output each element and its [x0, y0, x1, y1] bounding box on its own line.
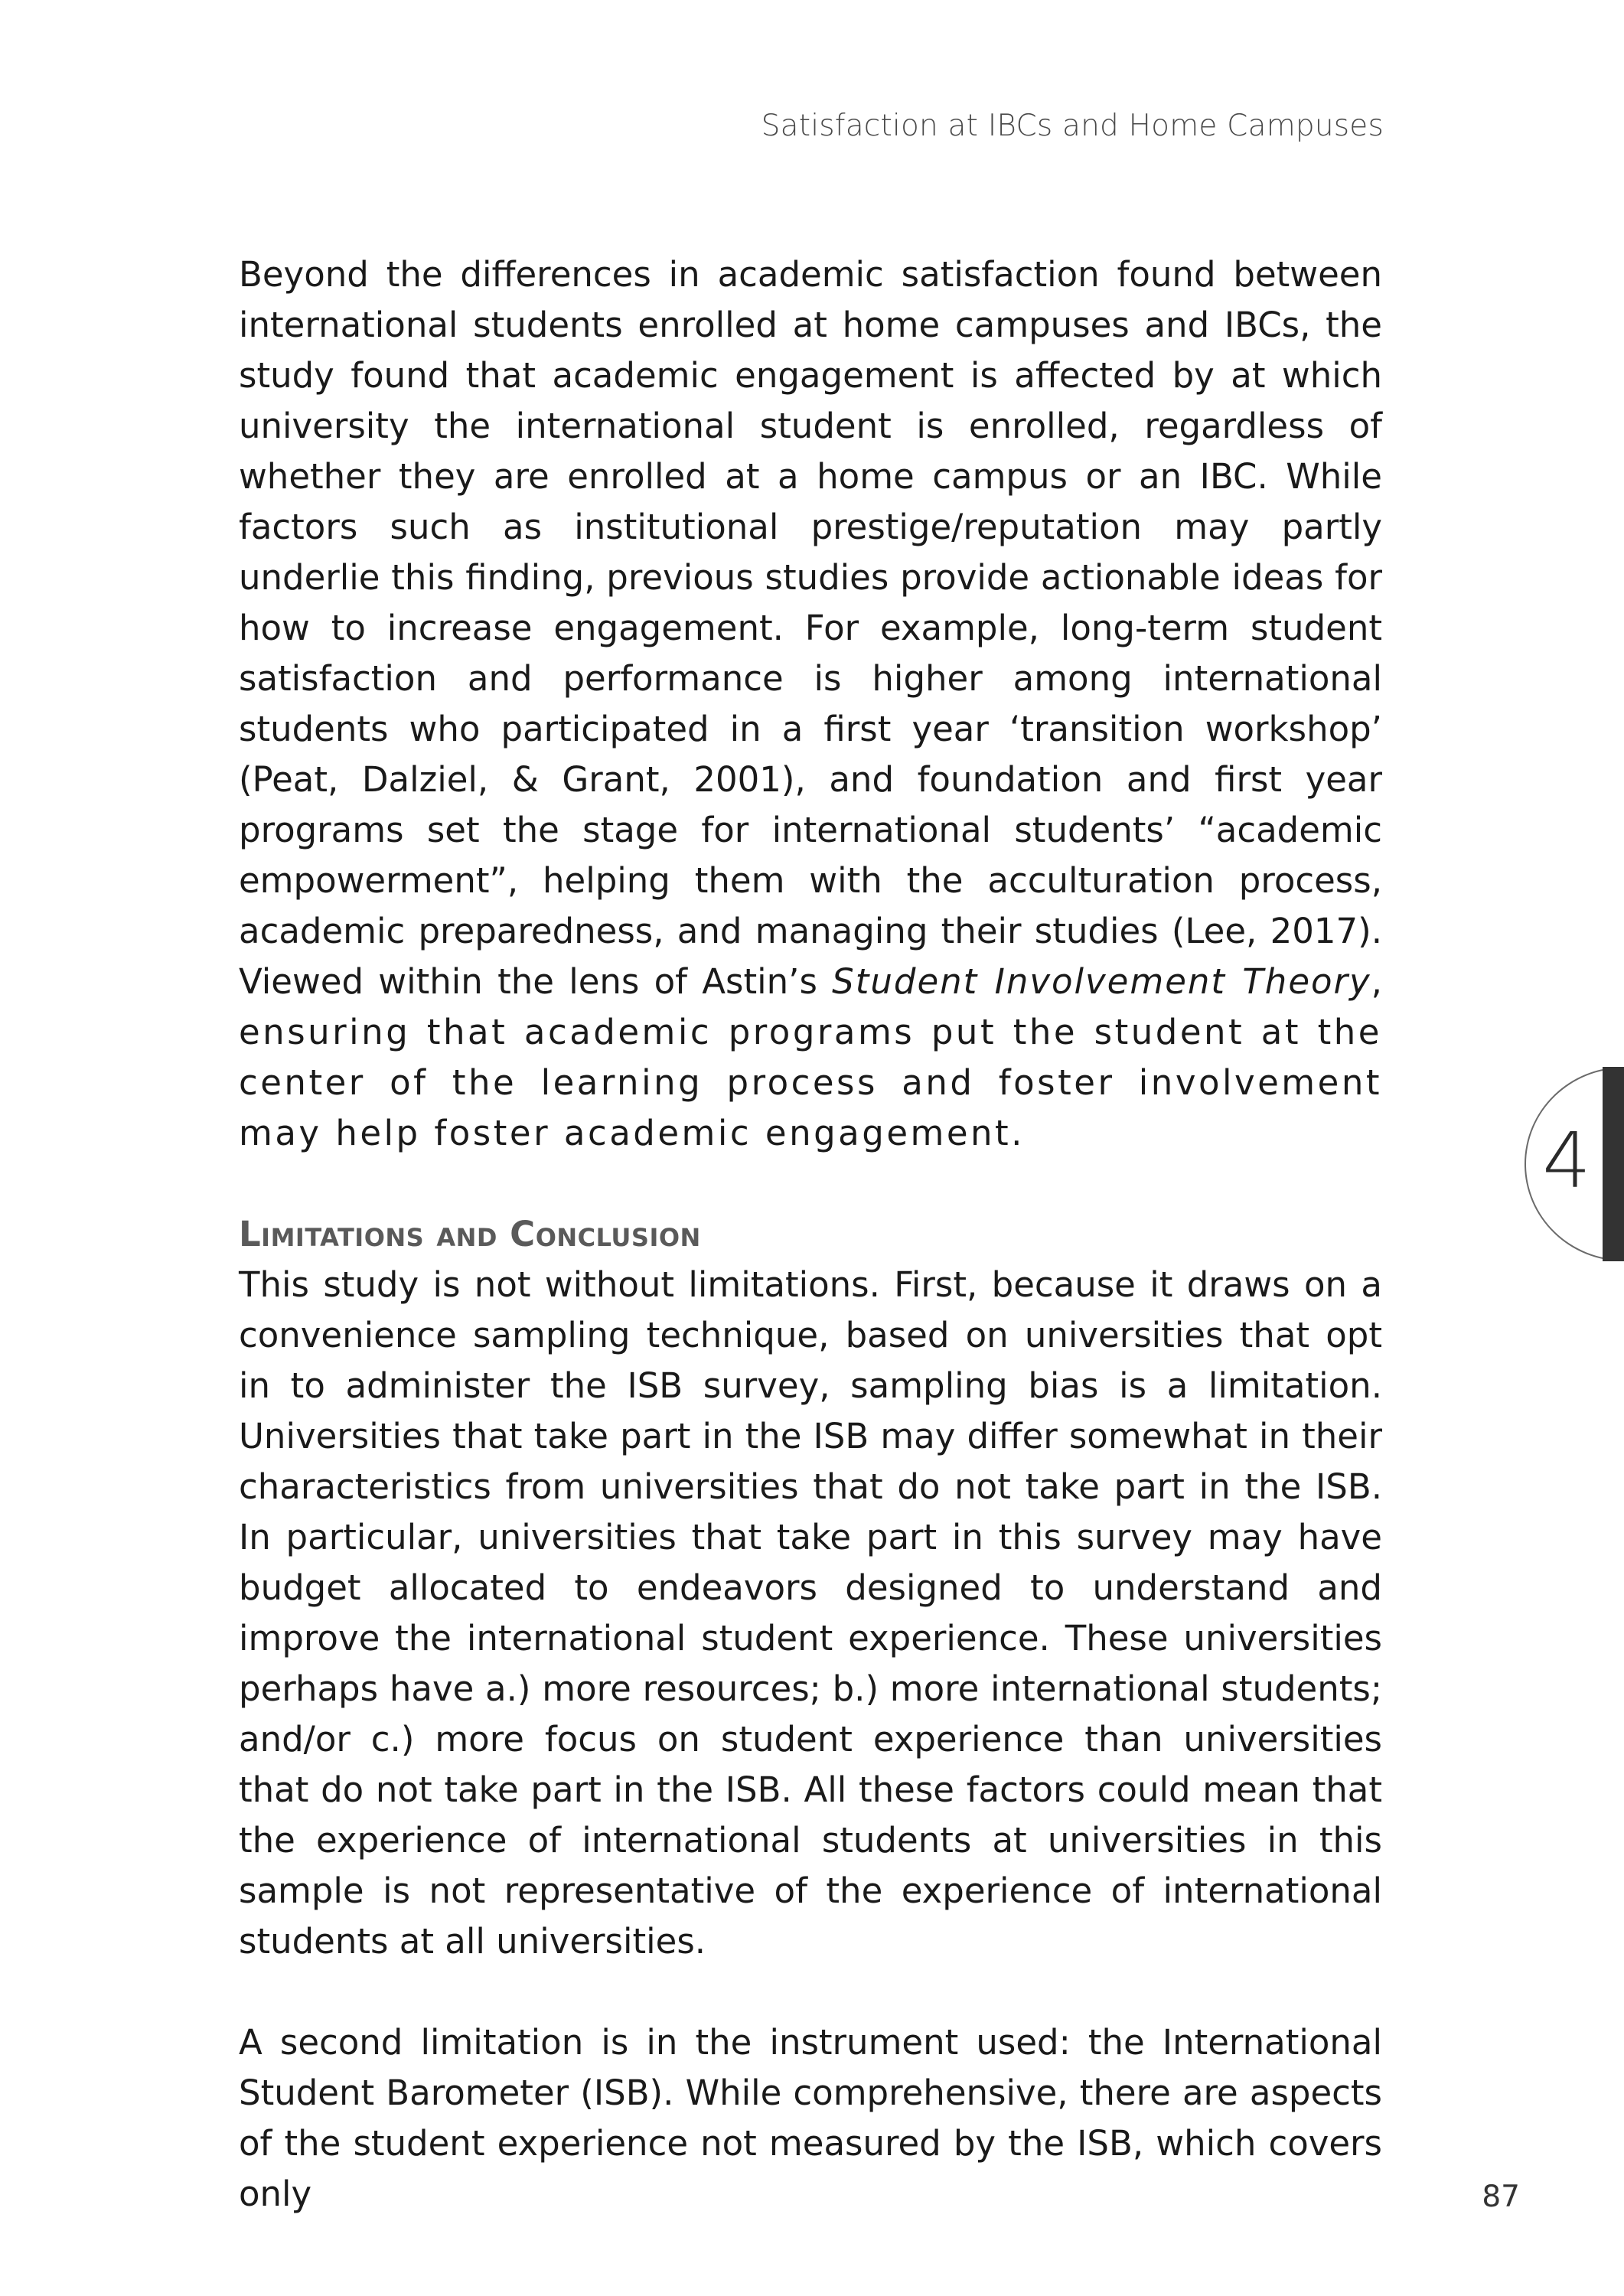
- chapter-tab-bar: [1603, 1067, 1624, 1261]
- running-header: Satisfaction at IBCs and Home Campuses: [761, 109, 1384, 143]
- paragraph-engagement-ending: ensuring that academic programs put the student at the center of the learning process and foster involvement may help foster academic engagement.: [239, 1012, 1382, 1153]
- paragraph-second-limitation: A second limitation is in the instrument used: the International Student Barometer (ISB). While comprehensive, there are aspects of the student experience not measured by the ISB, which covers only: [239, 2022, 1382, 2214]
- paragraph-engagement-comma: ,: [1371, 961, 1382, 1002]
- paragraph-limitations: This study is not without limitations. First, because it draws on a convenience sampling technique, based on universities that opt in to administer the ISB survey, sampling bias is a limitation. Universities that take part in the ISB may differ somewhat in their characteristics from universities that do not take part in the ISB. In particular, universities that take part in this survey may have budget allocated to endeavors designed to understand and improve the international student experience. These universities perhaps have a.) more resources; b.) more international students; and/or c.) more focus on student experience than universities that do not take part in the ISB. All these factors could mean that the experience of international students at universities in this sample is not representative of the experience of international students at all universities.: [239, 1264, 1382, 1962]
- paragraph-engagement: [239, 249, 1382, 1159]
- page-number: 87: [1482, 2180, 1520, 2214]
- section-heading-limitations: Limitations and Conclusion: [239, 1214, 701, 1254]
- main-content: [239, 249, 1382, 2219]
- paragraph-engagement-text: Beyond the differences in academic satisfaction found between international students enrolled at home campuses and IBCs, the study found that academic engagement is affected by at which university the international student is enrolled, regardless of whether they are enrolled at a home campus or an IBC. While factors such as institutional prestige/reputation may partly underlie this finding, previous studies provide actionable ideas for how to increase engagement. For example, long-term student satisfaction and performance is higher among international students who participated in a first year ‘transition workshop’ (Peat, Dalziel, & Grant, 2001), and foundation and first year programs set the stage for international students’ “academic empowerment”, helping them with the acculturation process, academic preparedness, and managing their studies (Lee, 2017). Viewed within the lens of Astin’s: [239, 254, 1382, 1002]
- chapter-number: 4: [1542, 1116, 1591, 1205]
- theory-title: Student Involvement Theory: [832, 961, 1371, 1002]
